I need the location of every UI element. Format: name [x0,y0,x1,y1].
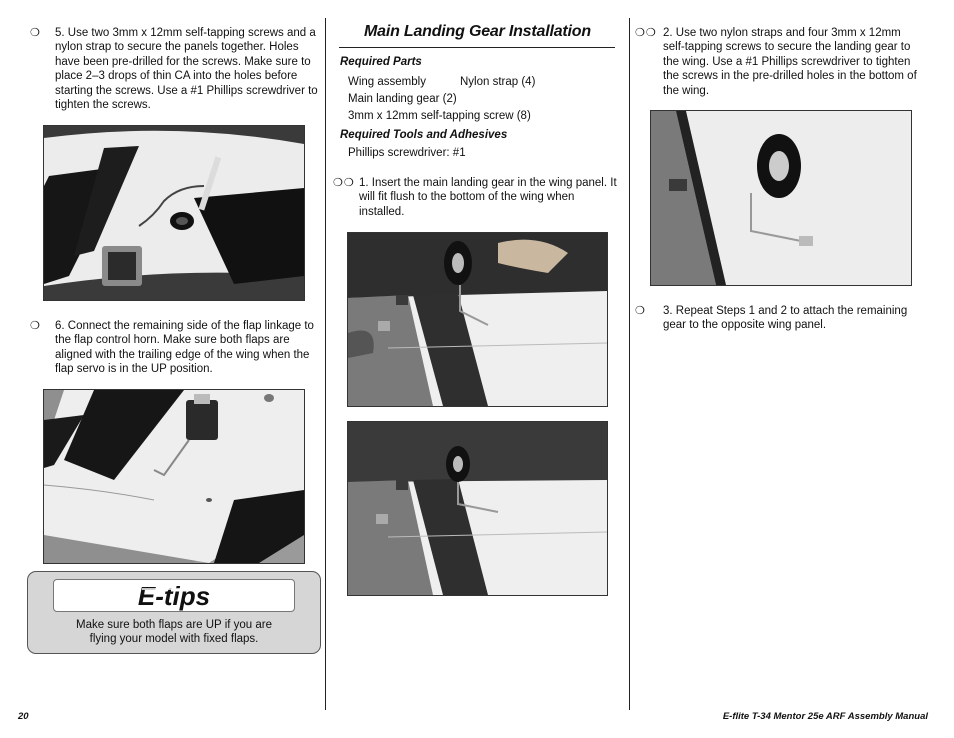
step-3 [635,304,925,340]
photo-flap-linkage [43,389,305,564]
photo-insert-landing-gear [347,232,608,407]
photo-landing-gear-strapped [650,110,912,286]
etips-text-line2: flying your model with fixed flaps. [89,633,259,645]
section-title: Main Landing Gear Installation [364,23,591,40]
page-number: 20 [18,711,29,722]
part-screws: 3mm x 12mm self-tapping screw (8) [348,110,531,122]
step-2 [635,26,925,106]
column-divider-left [325,18,326,710]
column-divider-right [629,18,630,710]
etips-logo-box [53,579,295,612]
step-6 [30,319,320,379]
checkbox-icon: ❍ [30,27,41,39]
part-wing-assembly: Wing assembly [348,76,426,88]
required-tools-heading: Required Tools and Adhesives [340,129,508,141]
checkbox-icon: ❍ [635,305,646,317]
required-parts-heading: Required Parts [340,56,422,68]
etips-text [38,618,310,646]
part-main-landing-gear: Main landing gear (2) [348,93,457,105]
checkbox-icon: ❍ [30,320,41,332]
etips-callout [27,571,321,654]
tool-phillips-screwdriver: Phillips screwdriver: #1 [348,147,466,159]
photo-landing-gear-flush [347,421,608,596]
etips-logo-text: E-tips [137,581,211,611]
step-3-text: 3. Repeat Steps 1 and 2 to attach the remaining gear to the opposite wing panel. [663,305,908,332]
manual-title: E-flite T-34 Mentor 25e ARF Assembly Manual [722,711,928,722]
photo-wing-servo-screws [43,125,305,301]
checkbox-icon: ❍❍ [635,27,657,39]
part-nylon-strap: Nylon strap (4) [460,76,536,88]
step-6-text: 6. Connect the remaining side of the flap linkage to the flap control horn. Make sure both flaps are aligned with the trailing edge of the wing when the flap servo is in the UP position. [55,320,314,376]
etips-text-line1: Make sure both flaps are UP if you are [75,619,273,631]
step-1 [333,176,618,226]
step-5 [30,26,320,116]
etips-logo-icon [54,580,294,611]
checkbox-icon: ❍❍ [333,177,355,189]
title-rule [339,47,615,48]
step-5-text: 5. Use two 3mm x 12mm self-tapping screws and a nylon strap to secure the panels together. Holes have been pre-drilled for the screws. Make sure to place 2–3 drops of thin CA into the holes before starting the screws. Use a #1 Phillips screwdriver to tighten the screws. [55,27,318,112]
step-2-text: 2. Use two nylon straps and four 3mm x 12mm self-tapping screws to secure the landing gear to the wing. Use a #1 Phillips screwdriver to tighten the screws in the pre-drilled holes in the bottom of the wing. [663,27,917,97]
step-1-text: 1. Insert the main landing gear in the wing panel. It will fit flush to the bottom of the wing when installed. [359,177,617,218]
